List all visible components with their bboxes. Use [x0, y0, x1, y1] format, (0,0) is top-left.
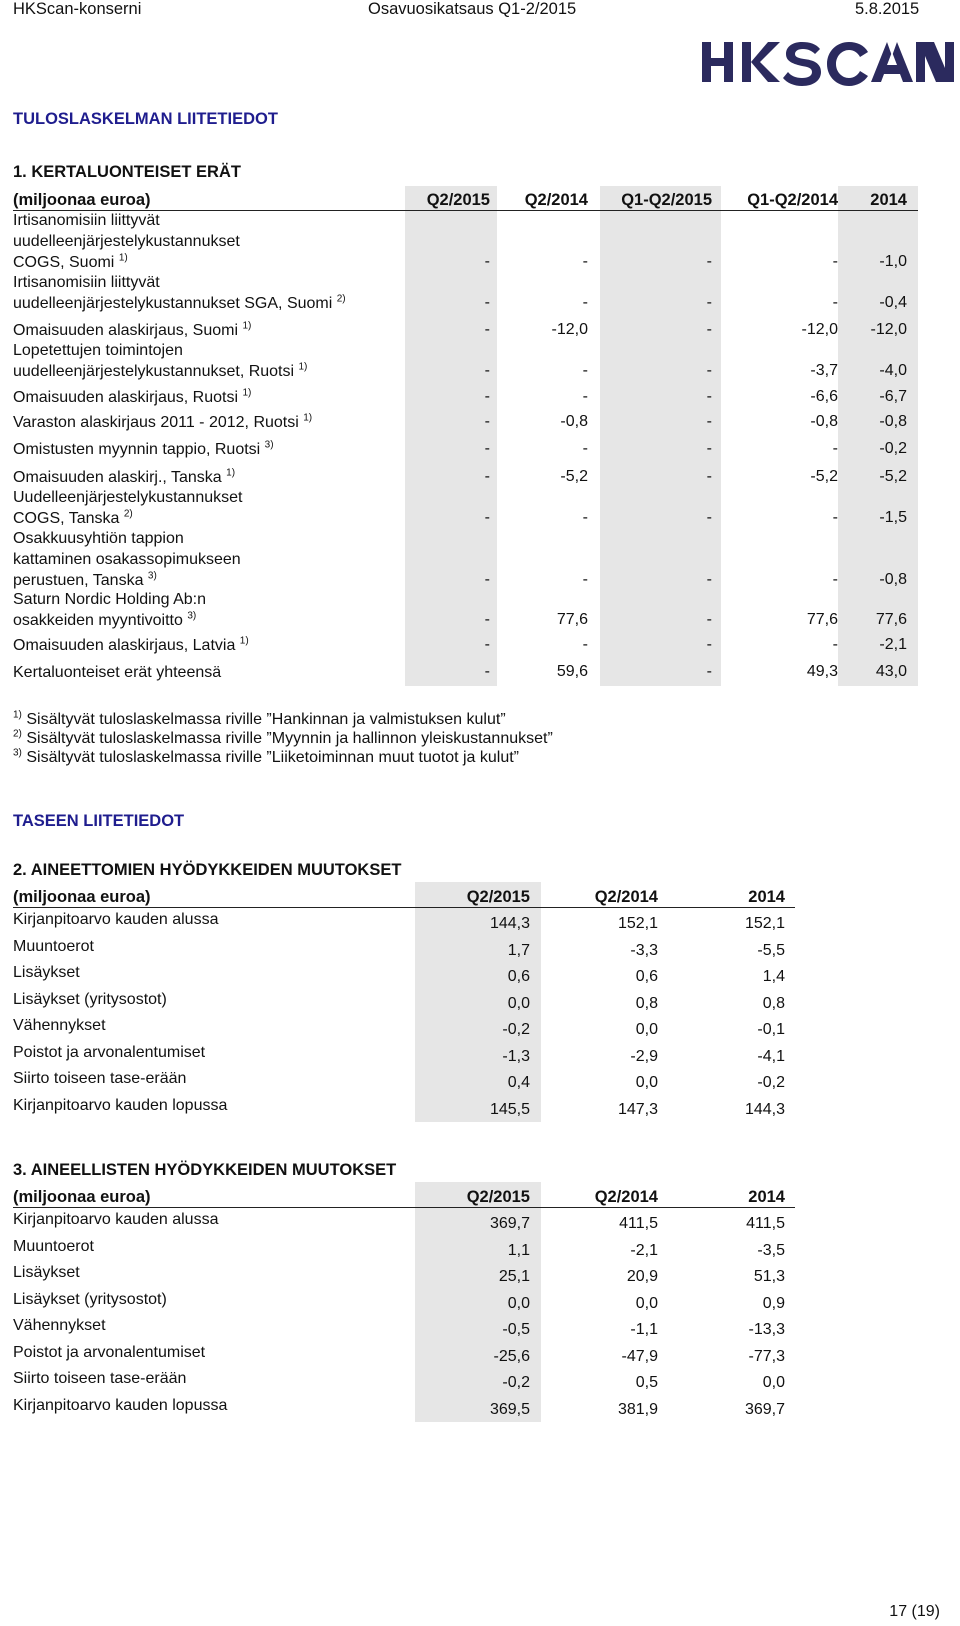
page-number: 17 (19) — [889, 1603, 940, 1620]
table-cell: -0,8 — [560, 413, 588, 430]
table-cell: - — [484, 663, 490, 680]
table-cell: - — [484, 468, 490, 485]
table-cell: 411,5 — [619, 1215, 658, 1232]
table-cell: 1,7 — [507, 941, 530, 959]
row-label: perustuen, Tanska $^{3)}$ — [13, 570, 157, 589]
footnote-mark: 1) — [118, 252, 128, 264]
table-cell: 411,5 — [746, 1215, 785, 1232]
table-cell: -3,5 — [757, 1241, 785, 1259]
table-cell: 77,6 — [806, 611, 838, 628]
table-cell: - — [484, 611, 490, 628]
footnote-mark: 1) — [242, 387, 252, 399]
column-header: Q2/2014 — [594, 1188, 658, 1206]
row-label: Poistot ja arvonalentumiset — [13, 1343, 206, 1361]
row-label: Uudelleenjärjestelykustannukset — [13, 489, 243, 506]
header-rule — [13, 1207, 795, 1208]
table-cell: -12,0 — [551, 321, 588, 338]
table-cell: - — [706, 636, 712, 653]
table-cell: 59,6 — [556, 663, 588, 680]
table-cell: - — [706, 663, 712, 680]
table-cell: -0,2 — [502, 1021, 530, 1038]
table-cell: - — [484, 636, 490, 653]
footnote-mark: 2) — [13, 728, 22, 740]
table-cell: - — [706, 440, 712, 457]
row-label: Kertaluonteiset erät yhteensä — [13, 664, 222, 681]
table-cell: -3,7 — [810, 362, 838, 379]
table-cell: - — [484, 253, 490, 270]
row-label: uudelleenjärjestelykustannukset — [13, 233, 240, 250]
row-label: Omaisuuden alaskirjaus, Suomi $^{1)}$ — [13, 320, 252, 339]
row-label: kattaminen osakassopimukseen — [13, 551, 241, 568]
table-cell: -25,6 — [493, 1347, 530, 1365]
table-cell: - — [484, 571, 490, 588]
footnote-mark: 1) — [242, 320, 252, 332]
table-cell: 0,8 — [635, 994, 658, 1012]
table-cell: 369,7 — [489, 1215, 530, 1232]
table-cell: - — [582, 253, 588, 270]
table-cell: -12,0 — [870, 321, 907, 338]
table-cell: - — [484, 388, 490, 405]
table-cell: - — [706, 413, 712, 430]
table3-title: 3. AINEELLISTEN HYÖDYKKEIDEN MUUTOKSET — [13, 1161, 397, 1179]
table-cell: -2,1 — [630, 1241, 658, 1259]
t3-unit: (miljoonaa euroa) — [13, 1188, 151, 1206]
column-header: Q2/2014 — [524, 191, 588, 209]
column-header: Q2/2015 — [466, 1188, 530, 1206]
table-cell: 147,3 — [617, 1100, 658, 1118]
table-cell: 77,6 — [556, 611, 588, 628]
table-cell: -1,3 — [502, 1047, 530, 1065]
table-cell: 0,0 — [762, 1374, 785, 1391]
table-cell: -47,9 — [621, 1347, 658, 1365]
table-cell: - — [484, 321, 490, 338]
column-header: Q2/2015 — [466, 888, 530, 906]
table-cell: - — [582, 571, 588, 588]
hkscan-logo — [702, 38, 954, 86]
table-cell: - — [582, 636, 588, 653]
row-label: Osakkuusyhtiön tappion — [13, 530, 184, 547]
footnote-mark: 3) — [187, 610, 197, 622]
table-cell: - — [832, 294, 838, 311]
section-title-balance: TASEEN LIITETIEDOT — [13, 812, 185, 830]
table-cell: - — [832, 571, 838, 588]
column-header: Q2/2015 — [426, 191, 490, 209]
column-header: 2014 — [748, 1188, 785, 1206]
row-label: uudelleenjärjestelykustannukset SGA, Suomi $^{2)}$ — [13, 293, 346, 312]
table-cell: 144,3 — [489, 915, 530, 932]
row-label: Lisäykset (yritysostot) — [13, 990, 167, 1008]
row-label: Vähennykset — [13, 1317, 106, 1334]
row-label: Poistot ja arvonalentumiset — [13, 1043, 206, 1061]
footnote-mark: 1) — [303, 412, 313, 424]
table-cell: - — [706, 509, 712, 526]
table-cell: -0,2 — [879, 440, 907, 457]
row-label: Kirjanpitoarvo kauden lopussa — [13, 1396, 228, 1414]
table-cell: -1,0 — [879, 253, 907, 270]
table-cell: 0,0 — [507, 994, 530, 1012]
table-cell: - — [706, 321, 712, 338]
table-cell: 0,6 — [507, 968, 530, 985]
table-cell: 0,6 — [635, 968, 658, 985]
table-cell: 0,0 — [635, 1294, 658, 1312]
table-cell: 0,0 — [635, 1021, 658, 1038]
footnote-mark: 1) — [239, 635, 249, 647]
column-header: 2014 — [748, 888, 785, 906]
footnote — [13, 711, 506, 729]
table-cell: -5,2 — [560, 468, 588, 485]
table-cell: -12,0 — [801, 321, 838, 338]
table-cell: - — [706, 468, 712, 485]
table-cell: 43,0 — [875, 663, 907, 680]
table-cell: -1,1 — [630, 1321, 658, 1338]
row-label: Muuntoerot — [13, 937, 94, 955]
table-cell: - — [582, 440, 588, 457]
table-cell: -0,8 — [879, 413, 907, 430]
row-label: Varaston alaskirjaus 2011 - 2012, Ruotsi $^{1)}$ — [13, 412, 313, 431]
row-label: Kirjanpitoarvo kauden alussa — [13, 1211, 219, 1228]
row-label: Omaisuuden alaskirj., Tanska $^{1)}$ — [13, 467, 236, 486]
section-title-income: TULOSLASKELMAN LIITETIEDOT — [13, 110, 278, 128]
table-cell: - — [832, 509, 838, 526]
table-cell: -4,0 — [879, 362, 907, 379]
table-cell: -4,1 — [757, 1047, 785, 1065]
header-date: 5.8.2015 — [855, 0, 920, 18]
table-cell: 49,3 — [806, 663, 838, 680]
table-cell: -0,8 — [879, 571, 907, 588]
table1-title: 1. KERTALUONTEISET ERÄT — [13, 163, 241, 181]
table-cell: - — [832, 636, 838, 653]
row-label: Omaisuuden alaskirjaus, Latvia $^{1)}$ — [13, 635, 249, 654]
table-cell: - — [706, 362, 712, 379]
footnote-mark: 3) — [13, 747, 22, 759]
table-cell: 25,1 — [498, 1268, 530, 1285]
footnote-mark: 3) — [147, 570, 157, 582]
column-header: Q1-Q2/2014 — [747, 191, 838, 209]
row-label: Kirjanpitoarvo kauden lopussa — [13, 1096, 228, 1114]
row-label: Omistusten myynnin tappio, Ruotsi $^{3)}$ — [13, 439, 274, 458]
footnote — [13, 730, 553, 748]
column-header: 2014 — [870, 191, 907, 209]
table-cell: - — [706, 388, 712, 405]
row-label: Irtisanomisiin liittyvät — [13, 274, 160, 291]
table-cell: 369,5 — [489, 1400, 530, 1418]
table-cell: - — [832, 253, 838, 270]
table-cell: - — [484, 413, 490, 430]
column-header: Q1-Q2/2015 — [621, 191, 712, 209]
table-cell: 144,3 — [744, 1100, 785, 1118]
table2-title: 2. AINEETTOMIEN HYÖDYKKEIDEN MUUTOKSET — [13, 861, 402, 879]
table-cell: - — [706, 294, 712, 311]
table-cell: -2,1 — [879, 636, 907, 653]
row-label: Muuntoerot — [13, 1237, 94, 1255]
row-label: Lisäykset — [13, 964, 80, 981]
row-label: COGS, Tanska $^{2)}$ — [13, 508, 133, 527]
column-shade — [600, 186, 721, 686]
table-cell: -6,7 — [879, 388, 907, 405]
footnote-mark: 2) — [336, 293, 346, 305]
t2-unit: (miljoonaa euroa) — [13, 888, 151, 906]
table-cell: -0,2 — [757, 1074, 785, 1091]
row-label: Siirto toiseen tase-erään — [13, 1370, 187, 1387]
table-cell: - — [706, 611, 712, 628]
table-cell: 0,9 — [762, 1294, 785, 1312]
footnote-mark: 1) — [226, 467, 236, 479]
table-cell: 0,0 — [507, 1294, 530, 1312]
table-cell: - — [484, 294, 490, 311]
table-cell: - — [706, 571, 712, 588]
row-label: Siirto toiseen tase-erään — [13, 1070, 187, 1087]
table-cell: 0,5 — [635, 1374, 658, 1391]
table-cell: -1,5 — [879, 509, 907, 526]
table-cell: -5,5 — [757, 941, 785, 959]
row-label: Lopetettujen toimintojen — [13, 342, 183, 359]
table-cell: 381,9 — [617, 1400, 658, 1418]
table-cell: -0,2 — [502, 1374, 530, 1391]
table-cell: -5,2 — [879, 468, 907, 485]
table-cell: - — [484, 440, 490, 457]
table-cell: 369,7 — [744, 1400, 785, 1418]
table-cell: -13,3 — [748, 1321, 785, 1338]
row-label: Omaisuuden alaskirjaus, Ruotsi $^{1)}$ — [13, 387, 252, 406]
header-rule — [13, 907, 795, 908]
table-cell: 145,5 — [489, 1100, 530, 1118]
footnote-mark: 2) — [123, 508, 133, 520]
row-label: Lisäykset — [13, 1264, 80, 1281]
column-header: Q2/2014 — [594, 888, 658, 906]
footnote-mark: 3) — [264, 439, 274, 451]
table-cell: 152,1 — [744, 915, 785, 932]
footnote-text: Sisältyvät tuloslaskelmassa riville ”Myynnin ja hallinnon yleiskustannukset” — [21, 730, 553, 747]
table-cell: - — [582, 294, 588, 311]
table-cell: -2,9 — [630, 1047, 658, 1065]
header-report: Osavuosikatsaus Q1-2/2015 — [368, 0, 577, 18]
table-cell: - — [706, 253, 712, 270]
footnote-mark: 1) — [298, 361, 308, 373]
table-cell: 20,9 — [626, 1268, 658, 1285]
row-label: osakkeiden myyntivoitto $^{3)}$ — [13, 610, 197, 629]
row-label: Lisäykset (yritysostot) — [13, 1290, 167, 1308]
header-company: HKScan-konserni — [13, 0, 142, 18]
table-cell: -6,6 — [810, 388, 838, 405]
table-cell: 51,3 — [753, 1268, 785, 1285]
table-cell: -0,1 — [757, 1021, 785, 1038]
table-cell: - — [582, 509, 588, 526]
row-label: uudelleenjärjestelykustannukset, Ruotsi $^{1)}$ — [13, 361, 308, 380]
table-cell: -77,3 — [748, 1347, 785, 1365]
column-shade — [405, 186, 497, 686]
table-cell: -3,3 — [630, 941, 658, 959]
table-cell: -0,5 — [502, 1321, 530, 1338]
table-cell: 77,6 — [875, 611, 907, 628]
footnote-mark: 1) — [13, 709, 22, 721]
row-label: Kirjanpitoarvo kauden alussa — [13, 911, 219, 928]
footnote-text: Sisältyvät tuloslaskelmassa riville ”Liiketoiminnan muut tuotot ja kulut” — [21, 749, 519, 766]
table-cell: - — [582, 388, 588, 405]
table-cell: 0,4 — [507, 1074, 530, 1091]
table-cell: 1,4 — [762, 968, 785, 985]
table-cell: - — [832, 440, 838, 457]
row-label: COGS, Suomi $^{1)}$ — [13, 252, 128, 271]
table-cell: 152,1 — [617, 915, 658, 932]
row-label: Saturn Nordic Holding Ab:n — [13, 591, 206, 608]
table1-unit: (miljoonaa euroa) — [13, 191, 151, 209]
table-cell: - — [484, 509, 490, 526]
footnote-text: Sisältyvät tuloslaskelmassa riville ”Hankinnan ja valmistuksen kulut” — [21, 711, 506, 728]
row-label: Irtisanomisiin liittyvät — [13, 212, 160, 229]
table-cell: - — [582, 362, 588, 379]
row-label: Vähennykset — [13, 1017, 106, 1034]
table-cell: -5,2 — [810, 468, 838, 485]
table-cell: 1,1 — [507, 1241, 530, 1259]
table-cell: 0,0 — [635, 1074, 658, 1091]
footnote — [13, 749, 519, 767]
table-cell: -0,4 — [879, 294, 907, 311]
table-cell: -0,8 — [810, 413, 838, 430]
table-cell: 0,8 — [762, 994, 785, 1012]
table-cell: - — [484, 362, 490, 379]
